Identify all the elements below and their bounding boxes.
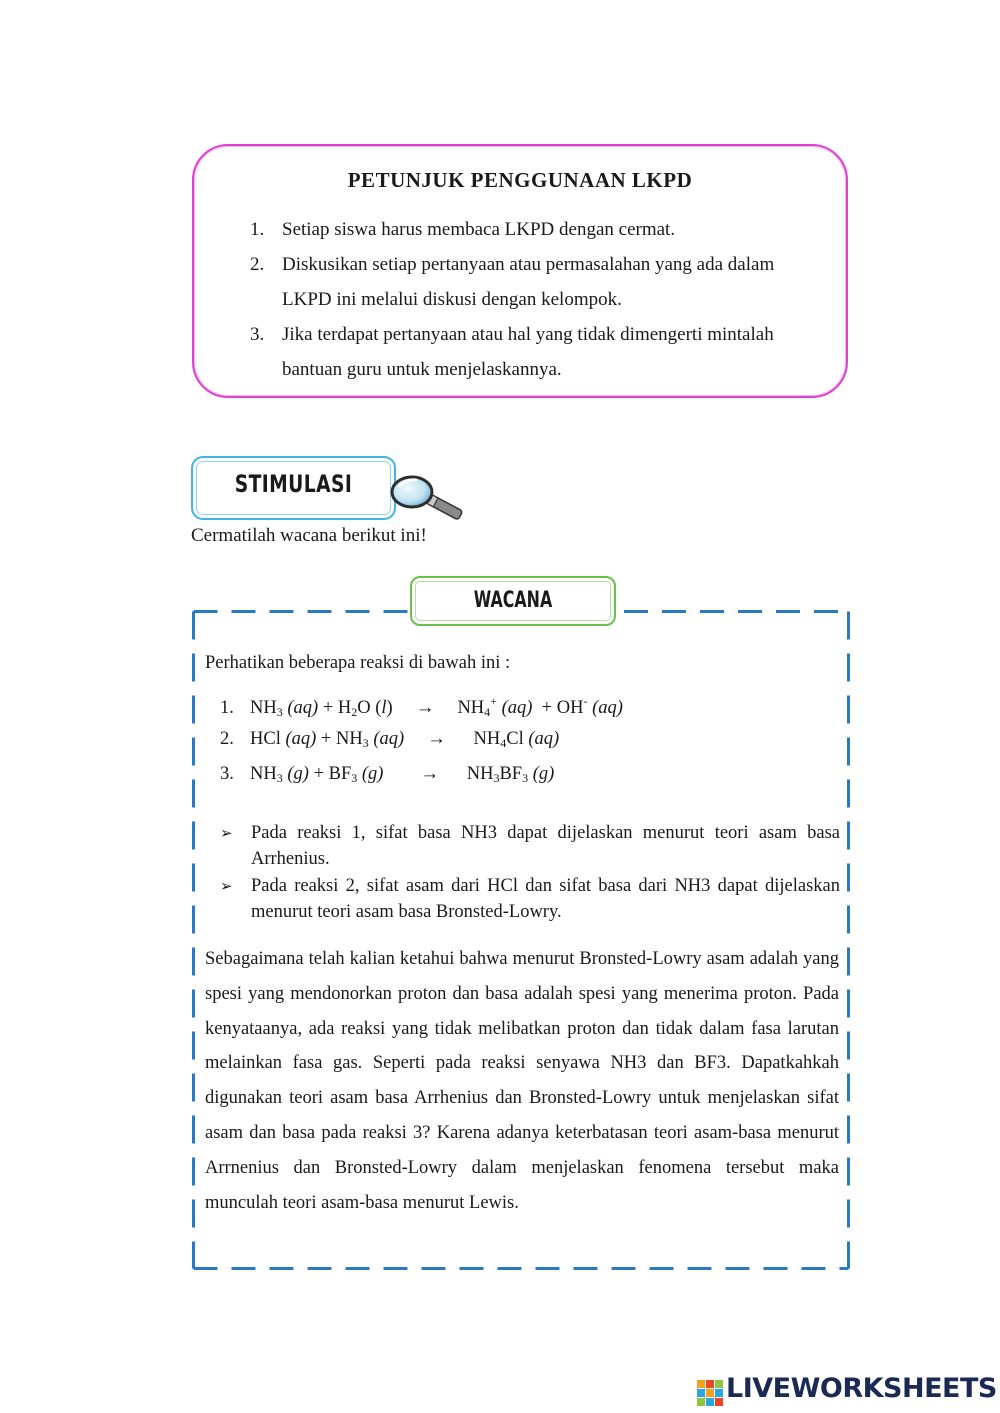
reaction-1 [220,694,623,720]
wacana-label: WACANA [473,588,553,613]
list-text: Diskusikan setiap pertanyaan atau permasalahan yang ada dalam LKPD ini melalui diskusi dengan kelompok. [282,254,775,310]
bullet-item [220,873,840,925]
wacana-badge [410,576,616,626]
bullet-item [220,820,840,872]
bullet-text: Pada reaksi 2, sifat asam dari HCl dan sifat basa dari NH3 dapat dijelaskan menurut teori asam basa Bronsted-Lowry. [251,876,840,922]
stimulasi-label: STIMULASI [234,470,353,498]
reaction-number: 2. [220,729,234,749]
reaction-equation: HCl $(aq) + NH_3$ (aq) → $NH_4Cl$ (aq) [250,729,560,750]
instructions-title: PETUNJUK PENGGUNAAN LKPD [347,168,693,192]
list-item [250,317,810,387]
list-item [250,212,810,247]
list-number: 1. [250,219,265,240]
reaction-equation: $NH_3$ $(g) + BF_3$ (g) → $NH_3BF_3$ (g) [250,764,555,785]
wacana-paragraph: Sebagaimana telah kalian ketahui bahwa menurut Bronsted-Lowry asam adalah yang spesi yang mendonorkan proton dan basa adalah spesi yang menerima proton. Pada kenyataanya, ada reaksi yang tidak melibatkan proton dan tidak dalam fasa larutan melainkan fasa gas. Seperti pada reaksi senyawa NH3 dan BF3. Dapatkahkah digunakan teori asam basa Arrhenius dan Bronsted-Lowry untuk menjelaskan sifat asam dan basa pada reaksi 3? Karena adanya keterbatasan teori asam-basa menurut Arrnenius dan Bronsted-Lowry dalam menjelaskan fenomena tersebut maka munculah teori asam-basa menurut Lewis. [205,949,839,1213]
list-text: Setiap siswa harus membaca LKPD dengan cermat. [282,219,676,240]
arrow-bullet-icon: ➢ [220,824,233,842]
list-number: 2. [250,254,265,275]
reaction-number: 3. [220,764,234,784]
magnifier-icon [388,470,472,530]
arrow-bullet-icon: ➢ [220,877,233,895]
reaction-equation: $NH_3$ $(aq) + H_2O$ (l) → $NH_4^+$ (aq) + OH- (aq) [250,694,623,719]
list-text: Jika terdapat pertanyaan atau hal yang tidak dimengerti mintalah bantuan guru untuk menjelaskannya. [282,324,774,380]
stimulasi-badge [191,456,396,520]
list-number: 3. [250,324,265,345]
instructions-box [192,144,848,398]
reaction-3 [220,764,554,786]
reaction-number: 1. [220,698,234,718]
stimulasi-instruction: Cermatilah wacana berikut ini! [191,525,427,546]
instructions-list [250,212,810,387]
liveworksheets-brand[interactable]: LIVEWORKSHEETS [726,1373,997,1404]
reaction-2 [220,729,559,751]
bullet-text: Pada reaksi 1, sifat basa NH3 dapat dijelaskan menurut teori asam basa Arrhenius. [251,823,840,869]
liveworksheets-logo-icon [697,1380,723,1406]
list-item [250,247,810,317]
wacana-intro: Perhatikan beberapa reaksi di bawah ini : [205,653,511,673]
